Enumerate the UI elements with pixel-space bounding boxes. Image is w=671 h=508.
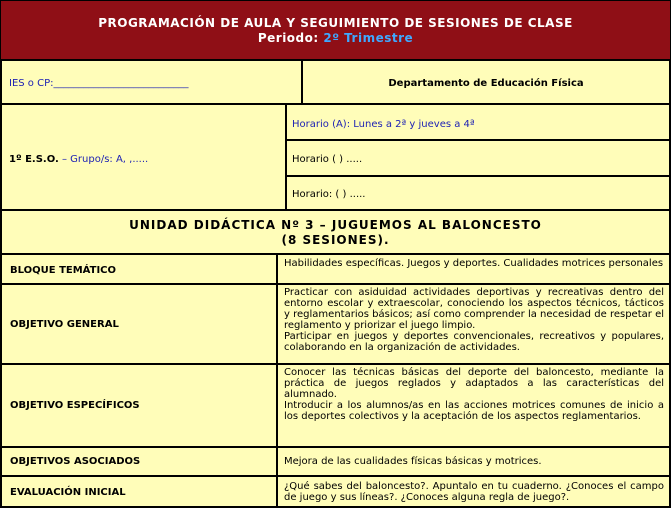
row-label: BLOQUE TEMÁTICO [10,265,117,276]
row-content-cell [277,284,670,364]
unit-title-line-2: (8 SESIONES). [281,233,390,247]
row-label-cell [1,447,277,476]
row-content-cell [277,254,670,284]
row-label: OBJETIVOS ASOCIADOS [10,456,141,467]
row-text: Mejora de las cualidades físicas básicas y motrices. [284,456,542,467]
row-content-cell [277,364,670,447]
department-cell [302,60,670,104]
row-text: Practicar con asiduidad actividades deportivas y recreativas dentro del entorno escolar y extraescolar, conociendo los aspectos técnicos, tácticos y reglamentarios básicos; así como comprender la necesidad de respetar el reglamento y priorizar el juego limpio. [284,287,664,331]
period-line [1,31,670,45]
row-content-cell [277,447,670,476]
row-text: Habilidades específicas. Juegos y deportes. Cualidades motrices personales [284,258,664,269]
department-name: Departamento de Educación Física [388,78,584,89]
row-label-cell [1,284,277,364]
row-text-2: Participar en juegos y deportes convencionales, recreativos y populares, colaborando en la organización de actividades. [284,331,664,353]
unit-title [1,210,670,254]
row-label: OBJETIVO ESPECÍFICOS [10,400,140,411]
course-line [9,154,148,165]
row-text: ¿Qué sabes del baloncesto?. Apuntalo en tu cuaderno. ¿Conoces el campo de juego y sus líneas?. ¿Conoces alguna regla de juego?. [284,481,664,503]
course-level: 1º E.S.O. [9,154,59,165]
row-label: OBJETIVO GENERAL [10,319,119,330]
schedule-1-text: Horario (A): Lunes a 2ª y jueves a 4ª [292,119,475,130]
row-content-cell [277,476,670,507]
course-groups: – Grupo/s: A, ,..... [58,154,149,165]
row-text: Conocer las técnicas básicas del deporte del baloncesto, mediante la práctica de juegos reglados y adaptados a las características del alumnado. [284,367,664,400]
row-label-cell [1,364,277,447]
row-label-cell [1,476,277,507]
row-label: EVALUACIÓN INICIAL [10,487,126,498]
school-field: IES o CP:___________________________ [9,78,189,89]
schedule-row-2 [286,140,670,176]
row-text-2: Introducir a los alumnos/as en las acciones motrices comunes de inicio a los deportes colectivos y la aceptación de los aspectos reglamentarios. [284,400,664,422]
schedule-row-3 [286,176,670,210]
header-banner [1,1,670,60]
page-title: PROGRAMACIÓN DE AULA Y SEGUIMIENTO DE SESIONES DE CLASE [98,16,573,30]
school-cell [1,60,302,104]
row-label-cell [1,254,277,284]
period-value: 2º Trimestre [323,31,414,45]
unit-title-line-1: UNIDAD DIDÁCTICA Nº 3 – JUGUEMOS AL BALONCESTO [129,218,542,232]
schedule-3-text: Horario: ( ) ..... [292,189,366,200]
schedule-row-1 [286,104,670,140]
period-label: Periodo: [257,31,324,45]
schedule-2-text: Horario ( ) ..... [292,154,363,165]
course-cell [1,104,286,210]
